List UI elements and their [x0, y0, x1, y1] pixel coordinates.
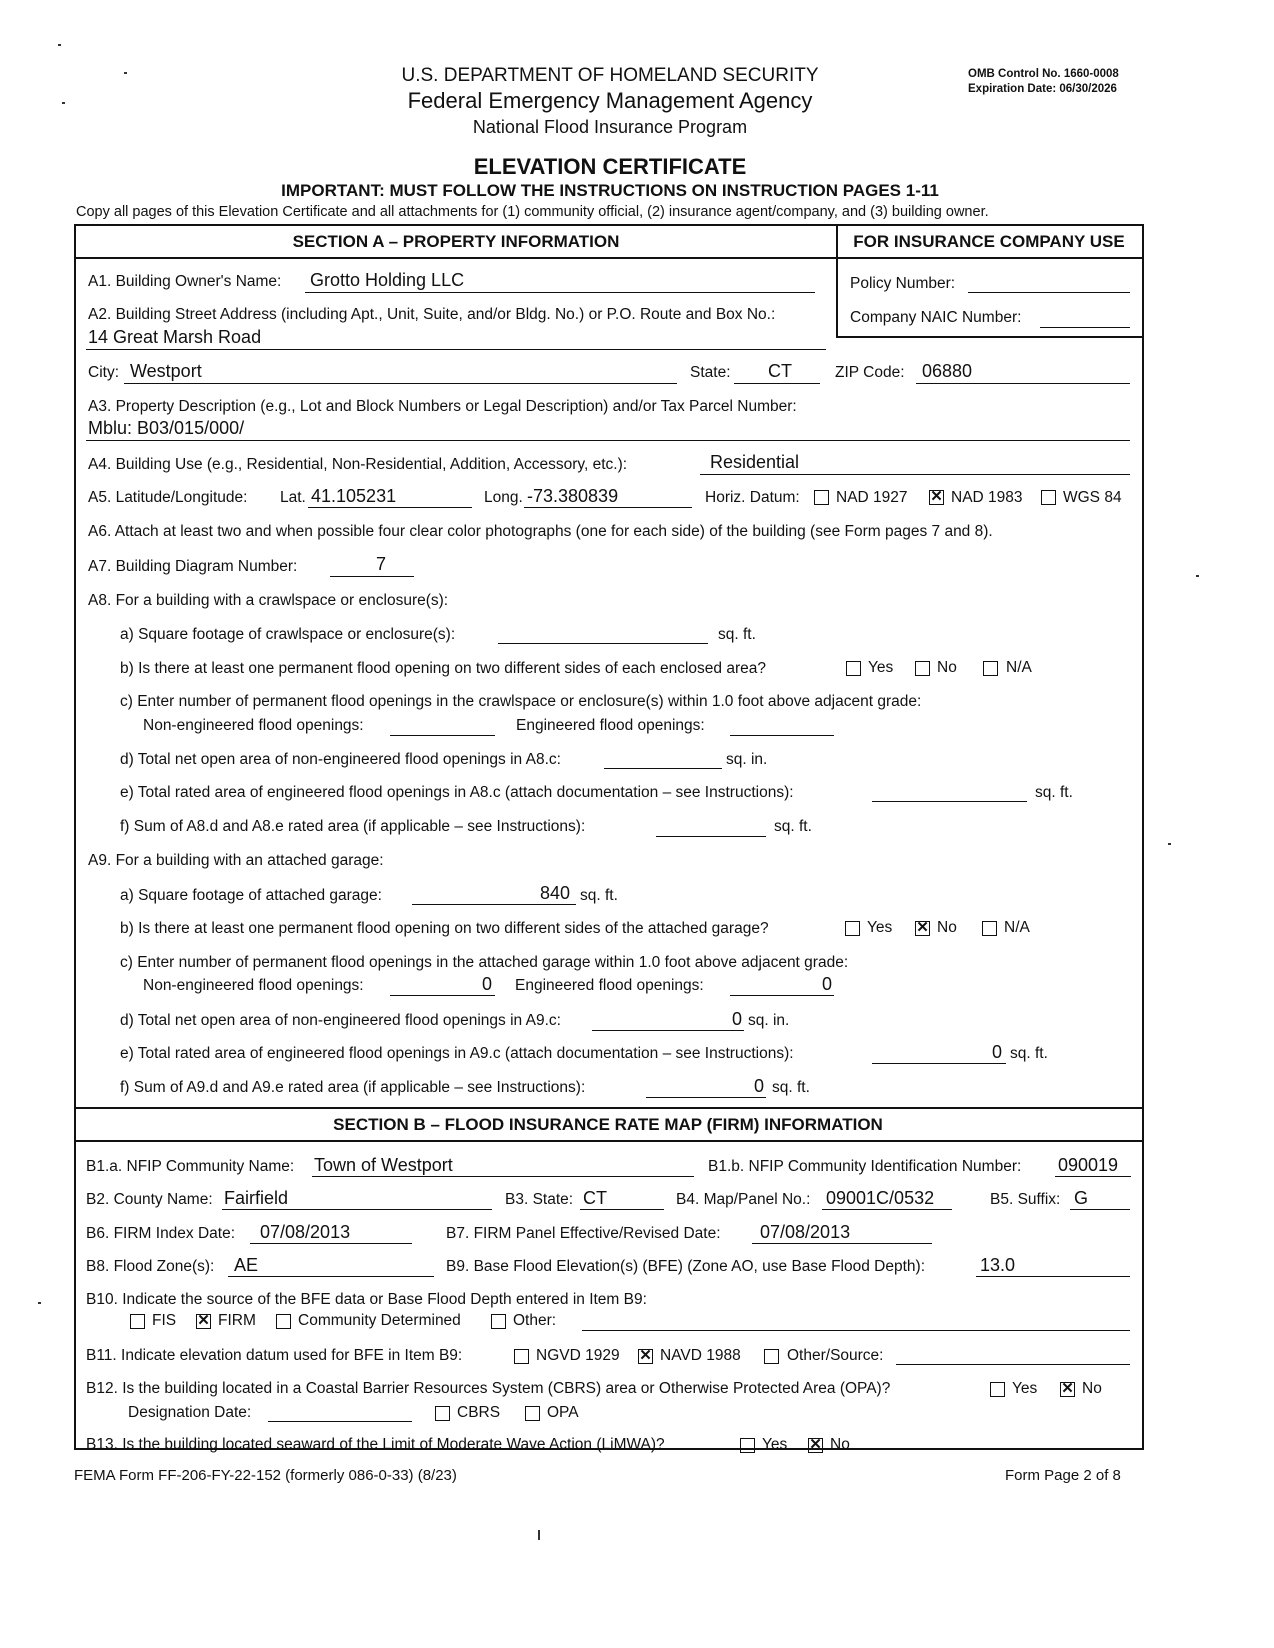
b1a-label: B1.a. NFIP Community Name:: [86, 1158, 295, 1175]
a8f-field[interactable]: [656, 836, 766, 837]
a5-label: A5. Latitude/Longitude:: [88, 489, 248, 506]
b12-label: B12. Is the building located in a Coastal Barrier Resources System (CBRS) area or Otherwise Protected Area (OPA)?: [86, 1380, 891, 1397]
state-label: State:: [690, 364, 731, 381]
a9a-label: a) Square footage of attached garage:: [120, 887, 382, 904]
a9f-unit: sq. ft.: [772, 1079, 810, 1096]
scan-speck: [1168, 843, 1171, 845]
cbrs-label: CBRS: [457, 1404, 501, 1421]
b3-label: B3. State:: [505, 1191, 574, 1208]
b2-label: B2. County Name:: [86, 1191, 213, 1208]
navd-label: NAVD 1988: [660, 1347, 741, 1364]
page-number: Form Page 2 of 8: [1005, 1467, 1121, 1484]
a8c-eng-label: Engineered flood openings:: [516, 717, 705, 734]
b7-label: B7. FIRM Panel Effective/Revised Date:: [446, 1225, 721, 1242]
community-id-value[interactable]: 090019: [1058, 1155, 1119, 1175]
copy-note: Copy all pages of this Elevation Certificate and all attachments for (1) community official, (2) insurance agent/company, and (3) building owner.: [76, 204, 989, 220]
naic-number-field[interactable]: [1040, 327, 1130, 328]
a8c-non-eng-field[interactable]: [390, 735, 495, 736]
opa-label: OPA: [547, 1404, 579, 1421]
b11-label: B11. Indicate elevation datum used for BFE in Item B9:: [86, 1347, 463, 1364]
b9-label: B9. Base Flood Elevation(s) (BFE) (Zone AO, use Base Flood Depth):: [446, 1258, 925, 1275]
b12-yes-checkbox[interactable]: [990, 1382, 1005, 1397]
a8a-unit: sq. ft.: [718, 626, 756, 643]
a8b-label: b) Is there at least one permanent flood opening on two different sides of each enclosed area?: [120, 660, 766, 677]
a9d-value[interactable]: 0: [732, 1009, 743, 1029]
a8c-non-eng-label: Non-engineered flood openings:: [143, 717, 364, 734]
other-datum-checkbox[interactable]: [764, 1349, 779, 1364]
section-a-heading: SECTION A – PROPERTY INFORMATION: [292, 232, 620, 251]
a8b-yes-checkbox[interactable]: [846, 661, 861, 676]
naic-label: Company NAIC Number:: [850, 309, 1022, 326]
a9c-eng-label: Engineered flood openings:: [515, 977, 704, 994]
county-name-value[interactable]: Fairfield: [224, 1188, 289, 1208]
b4-label: B4. Map/Panel No.:: [676, 1191, 811, 1208]
property-description-value[interactable]: Mblu: B03/015/000/: [88, 418, 245, 438]
longitude-value[interactable]: -73.380839: [527, 486, 619, 506]
garage-sqft-value[interactable]: 840: [540, 883, 571, 903]
state-value[interactable]: CT: [768, 361, 792, 381]
a8e-unit: sq. ft.: [1035, 784, 1073, 801]
ngvd-checkbox[interactable]: [514, 1349, 529, 1364]
suffix-value[interactable]: G: [1074, 1188, 1089, 1208]
b12-yes-label: Yes: [1012, 1380, 1038, 1397]
department-heading: U.S. DEPARTMENT OF HOMELAND SECURITY: [401, 65, 819, 86]
important-note: IMPORTANT: MUST FOLLOW THE INSTRUCTIONS ON INSTRUCTION PAGES 1-11: [281, 181, 939, 200]
b12-no-label: No: [1082, 1380, 1102, 1397]
a8b-na-label: N/A: [1006, 659, 1032, 676]
firm-label: FIRM: [218, 1312, 256, 1329]
horiz-datum-label: Horiz. Datum:: [705, 489, 800, 506]
a8b-yes-label: Yes: [868, 659, 894, 676]
b13-no-checkbox[interactable]: ✕: [809, 1436, 822, 1453]
a9c-label: c) Enter number of permanent flood openings in the attached garage within 1.0 foot above adjacent grade:: [120, 954, 849, 971]
scan-speck: [62, 102, 65, 104]
long-label: Long.: [484, 489, 523, 506]
b5-label: B5. Suffix:: [990, 1191, 1061, 1208]
a9b-yes-label: Yes: [867, 919, 893, 936]
a9b-label: b) Is there at least one permanent flood opening on two different sides of the attached garage?: [120, 920, 769, 937]
a9d-label: d) Total net open area of non-engineered flood openings in A9.c:: [120, 1012, 561, 1029]
zip-value[interactable]: 06880: [922, 361, 973, 381]
firm-index-date-value[interactable]: 07/08/2013: [260, 1222, 351, 1242]
a9e-unit: sq. ft.: [1010, 1045, 1048, 1062]
a9f-label: f) Sum of A9.d and A9.e rated area (if applicable – see Instructions):: [120, 1079, 586, 1096]
omb-control: OMB Control No. 1660-0008: [968, 68, 1119, 80]
flood-zone-value[interactable]: AE: [234, 1255, 259, 1275]
a8b-no-checkbox[interactable]: [915, 661, 930, 676]
a9e-label: e) Total rated area of engineered flood openings in A9.c (attach documentation – see Instructions):: [120, 1045, 794, 1062]
a1-label: A1. Building Owner's Name:: [88, 273, 282, 290]
other-checkbox[interactable]: [491, 1314, 506, 1329]
cbrs-checkbox[interactable]: [435, 1406, 450, 1421]
city-value[interactable]: Westport: [130, 361, 202, 381]
a9-label: A9. For a building with an attached garage:: [88, 852, 384, 869]
a9b-na-label: N/A: [1004, 919, 1030, 936]
a8d-unit: sq. in.: [726, 751, 768, 768]
b1b-label: B1.b. NFIP Community Identification Number:: [708, 1158, 1022, 1175]
b13-label: B13. Is the building located seaward of the Limit of Moderate Wave Action (LiMWA)?: [86, 1436, 665, 1453]
a8a-label: a) Square footage of crawlspace or enclosure(s):: [120, 626, 456, 643]
a8e-label: e) Total rated area of engineered flood openings in A8.c (attach documentation – see Instructions):: [120, 784, 794, 801]
scan-speck: [538, 1530, 540, 1540]
a2-label: A2. Building Street Address (including Apt., Unit, Suite, and/or Bldg. No.) or P.O. Route and Box No.:: [88, 306, 776, 323]
a8c-eng-field[interactable]: [730, 735, 834, 736]
firm-panel-date-value[interactable]: 07/08/2013: [760, 1222, 851, 1242]
firm-checkbox[interactable]: ✕: [197, 1312, 210, 1329]
bfe-value[interactable]: 13.0: [980, 1255, 1016, 1275]
b10-label: B10. Indicate the source of the BFE data or Base Flood Depth entered in Item B9:: [86, 1291, 647, 1308]
scan-speck: [38, 1302, 41, 1304]
latitude-value[interactable]: 41.105231: [311, 486, 397, 506]
a9b-no-label: No: [937, 919, 957, 936]
fis-checkbox[interactable]: [130, 1314, 145, 1329]
form-id: FEMA Form FF-206-FY-22-152 (formerly 086-0-33) (8/23): [74, 1467, 457, 1484]
other-datum-field[interactable]: [896, 1364, 1130, 1365]
expiration-date: Expiration Date: 06/30/2026: [968, 83, 1117, 95]
a9b-na-checkbox[interactable]: [982, 921, 997, 936]
program-heading: National Flood Insurance Program: [472, 117, 748, 137]
form-title: ELEVATION CERTIFICATE: [473, 154, 747, 179]
a9c-non-eng-value[interactable]: 0: [482, 974, 493, 994]
scan-speck: [58, 44, 61, 46]
a8e-field[interactable]: [872, 801, 1027, 802]
other-datum-label: Other/Source:: [787, 1347, 884, 1364]
a8b-na-checkbox[interactable]: [983, 661, 998, 676]
designation-date-label: Designation Date:: [128, 1404, 252, 1421]
owner-name-value[interactable]: Grotto Holding LLC: [310, 270, 465, 290]
community-determined-label: Community Determined: [298, 1312, 461, 1329]
a8a-field[interactable]: [498, 643, 708, 644]
b13-no-label: No: [830, 1436, 850, 1453]
insurance-use-heading: FOR INSURANCE COMPANY USE: [853, 232, 1125, 251]
b13-yes-checkbox[interactable]: [740, 1438, 755, 1453]
a8b-no-label: No: [937, 659, 957, 676]
a8f-unit: sq. ft.: [774, 818, 812, 835]
designation-date-field[interactable]: [268, 1421, 412, 1422]
community-determined-checkbox[interactable]: [276, 1314, 291, 1329]
section-b-heading: SECTION B – FLOOD INSURANCE RATE MAP (FIRM) INFORMATION: [333, 1115, 883, 1134]
other-label: Other:: [513, 1312, 557, 1329]
a8f-label: f) Sum of A8.d and A8.e rated area (if applicable – see Instructions):: [120, 818, 586, 835]
b3-state-value[interactable]: CT: [583, 1188, 607, 1208]
nad1927-label: NAD 1927: [836, 489, 908, 506]
a8d-label: d) Total net open area of non-engineered flood openings in A8.c:: [120, 751, 561, 768]
a9c-non-eng-label: Non-engineered flood openings:: [143, 977, 364, 994]
a9f-value[interactable]: 0: [754, 1076, 765, 1096]
street-address-value[interactable]: 14 Great Marsh Road: [88, 327, 262, 347]
nad1983-checkbox[interactable]: ✕: [930, 488, 943, 505]
agency-heading: Federal Emergency Management Agency: [407, 88, 813, 113]
a9b-yes-checkbox[interactable]: [845, 921, 860, 936]
navd-checkbox[interactable]: ✕: [639, 1347, 652, 1364]
b8-label: B8. Flood Zone(s):: [86, 1258, 215, 1275]
a4-label: A4. Building Use (e.g., Residential, Non-Residential, Addition, Accessory, etc.):: [88, 456, 628, 473]
nad1983-label: NAD 1983: [951, 489, 1023, 506]
other-source-field[interactable]: [582, 1330, 1130, 1331]
a7-label: A7. Building Diagram Number:: [88, 558, 298, 575]
diagram-number-value[interactable]: 7: [376, 554, 387, 574]
building-use-value[interactable]: Residential: [710, 452, 800, 472]
nad1927-checkbox[interactable]: [814, 490, 829, 505]
scan-speck: [1196, 575, 1199, 577]
fis-label: FIS: [152, 1312, 177, 1329]
map-panel-value[interactable]: 09001C/0532: [826, 1188, 935, 1208]
policy-number-label: Policy Number:: [850, 275, 956, 292]
community-name-value[interactable]: Town of Westport: [314, 1155, 453, 1175]
wgs84-label: WGS 84: [1063, 489, 1122, 506]
a8-label: A8. For a building with a crawlspace or enclosure(s):: [88, 592, 449, 609]
a8d-field[interactable]: [604, 768, 722, 769]
policy-number-field[interactable]: [968, 292, 1130, 293]
a9e-value[interactable]: 0: [992, 1042, 1003, 1062]
b12-no-checkbox[interactable]: ✕: [1061, 1380, 1074, 1397]
b13-yes-label: Yes: [762, 1436, 788, 1453]
lat-label: Lat.: [280, 489, 306, 506]
scan-speck: [124, 72, 127, 74]
wgs84-checkbox[interactable]: [1041, 490, 1056, 505]
a3-label: A3. Property Description (e.g., Lot and Block Numbers or Legal Description) and/or Tax Parcel Number:: [88, 398, 797, 415]
ngvd-label: NGVD 1929: [536, 1347, 620, 1364]
a9b-no-checkbox[interactable]: ✕: [916, 919, 929, 936]
a8c-label: c) Enter number of permanent flood openings in the crawlspace or enclosure(s) within 1.0 foot above adjacent grade:: [120, 693, 922, 710]
a9d-unit: sq. in.: [748, 1012, 790, 1029]
opa-checkbox[interactable]: [525, 1406, 540, 1421]
a9c-eng-value[interactable]: 0: [822, 974, 833, 994]
zip-label: ZIP Code:: [835, 364, 905, 381]
a9a-unit: sq. ft.: [580, 887, 618, 904]
b6-label: B6. FIRM Index Date:: [86, 1225, 236, 1242]
city-label: City:: [88, 364, 119, 381]
a6-label: A6. Attach at least two and when possible four clear color photographs (one for each side) of the building (see Form pages 7 and 8).: [88, 523, 993, 540]
